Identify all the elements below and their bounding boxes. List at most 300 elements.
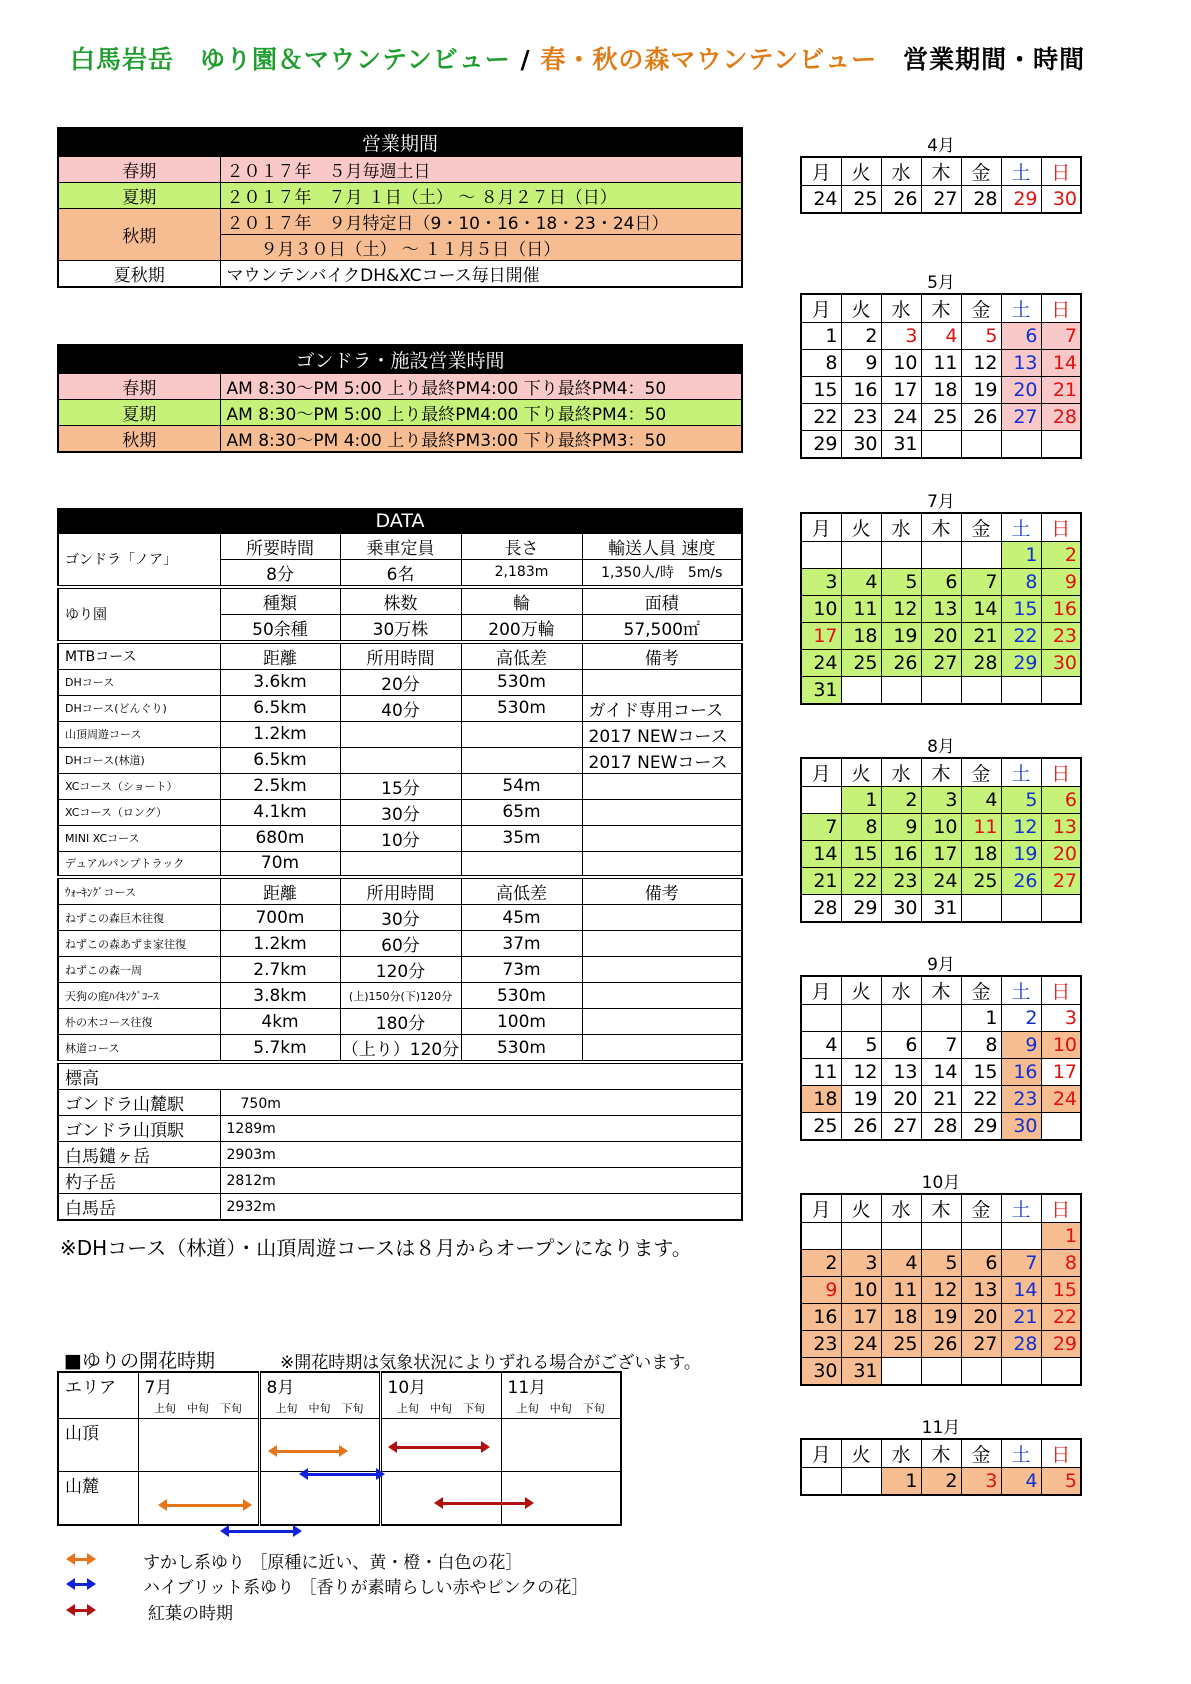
calendar-day: 6 xyxy=(921,569,961,596)
walk-row: 朴の木コース往復 4km 180分 100m xyxy=(58,1009,742,1035)
calendar-day: 3 xyxy=(841,1250,881,1277)
calendar-day xyxy=(921,1223,961,1250)
calendar-day: 7 xyxy=(1001,1250,1041,1277)
legend-blue-icon xyxy=(70,1583,92,1586)
calendar-month xyxy=(800,487,1082,705)
calendar-day: 24 xyxy=(801,650,841,677)
weekday-label: 月 xyxy=(801,513,841,542)
calendar-day: 13 xyxy=(921,596,961,623)
weekday-label: 火 xyxy=(841,758,881,787)
calendar-day: 4 xyxy=(801,1032,841,1059)
weekday-label: 日 xyxy=(1041,1439,1081,1468)
calendar-day: 22 xyxy=(801,404,841,431)
weekday-label: 月 xyxy=(801,1439,841,1468)
calendar-day: 28 xyxy=(1001,1331,1041,1358)
calendar-day: 24 xyxy=(881,404,921,431)
calendar-day xyxy=(961,1223,1001,1250)
arrow-sukashi-summit xyxy=(272,1450,344,1453)
calendar-day: 2 xyxy=(1041,542,1081,569)
mtb-row: DHコース(どんぐり) 6.5km 40分 530m ガイド専用コース xyxy=(58,695,742,721)
hours-table: ゴンドラ・施設営業時間 春期 AM 8:30～PM 5:00 上り最終PM4:00 下り最終PM4：50 夏期 AM 8:30～PM 5:00 上り最終PM4:00 下り最終PM4：50 秋期 AM 8:30～PM 4:00 上り最終PM3:00 下り最終PM3：50 xyxy=(57,344,743,453)
calendar-day: 4 xyxy=(1001,1468,1041,1496)
calendar-day: 18 xyxy=(921,377,961,404)
calendar-day xyxy=(801,787,841,814)
calendar-day: 26 xyxy=(881,650,921,677)
calendar-day xyxy=(1041,431,1081,459)
calendar-day: 28 xyxy=(801,895,841,923)
weekday-label: 木 xyxy=(921,513,961,542)
calendar-day: 30 xyxy=(1001,1113,1041,1141)
period-header: 営業期間 xyxy=(58,128,742,157)
weekday-label: 金 xyxy=(961,1194,1001,1223)
calendar-day: 29 xyxy=(801,431,841,459)
calendar-day: 16 xyxy=(1041,596,1081,623)
calendar-day xyxy=(1041,1113,1081,1141)
walk-row: ねずこの森巨木往復 700m 30分 45m xyxy=(58,905,742,931)
calendar-day: 23 xyxy=(1041,623,1081,650)
walk-row: ねずこの森一周 2.7km 120分 73m xyxy=(58,957,742,983)
calendar-month xyxy=(800,131,1082,214)
calendar-day xyxy=(921,1005,961,1032)
weekday-label: 木 xyxy=(921,1194,961,1223)
calendar-day: 25 xyxy=(921,404,961,431)
calendar-day: 1 xyxy=(1041,1223,1081,1250)
calendar-day: 13 xyxy=(1001,350,1041,377)
weekday-label: 月 xyxy=(801,976,841,1005)
calendar-day: 12 xyxy=(921,1277,961,1304)
calendar-day: 23 xyxy=(841,404,881,431)
calendar-day: 12 xyxy=(961,350,1001,377)
weekday-label: 水 xyxy=(881,758,921,787)
weekday-label: 月 xyxy=(801,157,841,186)
calendar-day xyxy=(961,1358,1001,1386)
calendar-day xyxy=(1041,1358,1081,1386)
weekday-label: 土 xyxy=(1001,976,1041,1005)
walk-row: 天狗の庭ﾊｲｷﾝｸﾞｺｰｽ 3.8km (上)150分(下)120分 530m xyxy=(58,983,742,1009)
bloom-table: エリア 7月 8月 10月 11月 上旬 中旬 下旬 上旬 中旬 下旬 上旬 中旬 下旬 上旬 中旬 下旬 山頂 山麓 xyxy=(57,1371,622,1526)
calendar-day: 26 xyxy=(881,186,921,214)
calendar-day: 15 xyxy=(841,841,881,868)
weekday-label: 水 xyxy=(881,1194,921,1223)
calendar-day: 30 xyxy=(1041,186,1081,214)
calendar-month-title: 11月 xyxy=(921,1418,961,1438)
calendar-day: 26 xyxy=(961,404,1001,431)
calendar-day: 23 xyxy=(881,868,921,895)
calendar-day: 25 xyxy=(961,868,1001,895)
calendar-month-title: 7月 xyxy=(927,492,955,512)
calendar-day: 13 xyxy=(1041,814,1081,841)
weekday-label: 火 xyxy=(841,294,881,323)
calendar-day: 29 xyxy=(1041,1331,1081,1358)
weekday-label: 土 xyxy=(1001,157,1041,186)
walk-row: 林道コース 5.7km （上り）120分 530m xyxy=(58,1035,742,1063)
walk-row: ねずこの森あずま家往復 1.2km 60分 37m xyxy=(58,931,742,957)
weekday-label: 水 xyxy=(881,1439,921,1468)
period-table: 営業期間 春期 ２０１７年 ５月毎週土日 夏期 ２０１７年 ７月 １日（土） ～ ８月２７日（日） 秋期 ２０１７年 ９月特定日（9・10・16・18・23・24日） ９月３０日（土） ～ １１月５日（日） 夏秋期 マウンテンバイクDH&XCコース毎日開催 xyxy=(57,127,743,288)
calendar-day: 14 xyxy=(921,1059,961,1086)
walk-rows xyxy=(58,905,742,1063)
calendar-day: 30 xyxy=(881,895,921,923)
weekday-label: 火 xyxy=(841,157,881,186)
calendar-day: 31 xyxy=(921,895,961,923)
weekday-label: 金 xyxy=(961,157,1001,186)
weekday-label: 土 xyxy=(1001,1439,1041,1468)
calendar-day: 18 xyxy=(881,1304,921,1331)
arrow-hybrid-base xyxy=(224,1530,298,1533)
mtb-row: XCコース（ロング） 4.1km 30分 65m xyxy=(58,799,742,825)
elevation-row: 白馬鑓ヶ岳 2903m xyxy=(58,1142,742,1168)
legend-red-icon xyxy=(70,1609,92,1612)
calendar-day: 2 xyxy=(1001,1005,1041,1032)
calendar-day: 9 xyxy=(1041,569,1081,596)
calendar-day xyxy=(961,895,1001,923)
calendar-day: 17 xyxy=(801,623,841,650)
weekday-label: 日 xyxy=(1041,758,1081,787)
calendar-day: 27 xyxy=(921,650,961,677)
calendar-day: 31 xyxy=(801,677,841,705)
calendar-day xyxy=(961,431,1001,459)
calendar-day: 15 xyxy=(801,377,841,404)
elevation-row: ゴンドラ山頂駅 1289m xyxy=(58,1116,742,1142)
weekday-label: 日 xyxy=(1041,513,1081,542)
calendar-day: 7 xyxy=(801,814,841,841)
calendar-day: 5 xyxy=(881,569,921,596)
weekday-label: 日 xyxy=(1041,976,1081,1005)
calendar-day: 28 xyxy=(961,650,1001,677)
calendar-day: 12 xyxy=(881,596,921,623)
calendar-month-title: 5月 xyxy=(927,273,955,293)
calendar-day: 9 xyxy=(1001,1032,1041,1059)
calendar-day: 9 xyxy=(881,814,921,841)
calendar-day: 14 xyxy=(801,841,841,868)
calendar-day xyxy=(1001,677,1041,705)
calendar-day: 28 xyxy=(921,1113,961,1141)
weekday-label: 金 xyxy=(961,294,1001,323)
calendar-month xyxy=(800,268,1082,459)
calendar-day xyxy=(841,677,881,705)
calendar-day: 20 xyxy=(1001,377,1041,404)
calendar-day: 1 xyxy=(801,323,841,350)
calendar-day: 22 xyxy=(961,1086,1001,1113)
weekday-label: 金 xyxy=(961,976,1001,1005)
calendar-month-title: 9月 xyxy=(927,955,955,975)
calendar-day xyxy=(1001,895,1041,923)
calendar-day: 29 xyxy=(1001,650,1041,677)
calendar-day: 16 xyxy=(881,841,921,868)
calendar-day: 9 xyxy=(801,1277,841,1304)
bloom-note: ※開花時期は気象状況によりずれる場合がございます。 xyxy=(280,1353,701,1373)
calendar-day xyxy=(921,677,961,705)
weekday-label: 火 xyxy=(841,976,881,1005)
calendar-day: 8 xyxy=(801,350,841,377)
weekday-label: 水 xyxy=(881,294,921,323)
calendar-day: 27 xyxy=(921,186,961,214)
calendar-day xyxy=(801,1468,841,1496)
calendar-day xyxy=(961,677,1001,705)
calendar-day: 6 xyxy=(961,1250,1001,1277)
calendar-day: 21 xyxy=(921,1086,961,1113)
calendar-day: 11 xyxy=(841,596,881,623)
calendar-day: 18 xyxy=(801,1086,841,1113)
calendar-day: 20 xyxy=(1041,841,1081,868)
calendar-day xyxy=(961,542,1001,569)
calendar-day: 21 xyxy=(961,623,1001,650)
hours-header: ゴンドラ・施設営業時間 xyxy=(58,345,742,374)
calendar-day: 14 xyxy=(1001,1277,1041,1304)
calendar-day: 1 xyxy=(1001,542,1041,569)
calendar-day: 14 xyxy=(961,596,1001,623)
calendar-day: 14 xyxy=(1041,350,1081,377)
calendar-day: 25 xyxy=(881,1331,921,1358)
calendar-day: 30 xyxy=(841,431,881,459)
calendar-day: 3 xyxy=(921,787,961,814)
weekday-label: 土 xyxy=(1001,513,1041,542)
calendar-day: 17 xyxy=(881,377,921,404)
calendar-day: 11 xyxy=(921,350,961,377)
arrow-autumn-summit xyxy=(392,1446,486,1449)
calendar-day: 31 xyxy=(841,1358,881,1386)
calendar-day: 18 xyxy=(961,841,1001,868)
calendar-day: 27 xyxy=(1041,868,1081,895)
calendar-day: 7 xyxy=(1041,323,1081,350)
mtb-row: MINI XCコース 680m 10分 35m xyxy=(58,825,742,851)
weekday-label: 日 xyxy=(1041,294,1081,323)
calendar-day xyxy=(841,542,881,569)
calendar-day: 9 xyxy=(841,350,881,377)
calendar-day: 2 xyxy=(801,1250,841,1277)
data-header: DATA xyxy=(58,509,742,533)
weekday-label: 木 xyxy=(921,1439,961,1468)
calendar-day xyxy=(841,1005,881,1032)
calendar-day: 10 xyxy=(841,1277,881,1304)
calendar-day: 21 xyxy=(801,868,841,895)
calendar-day xyxy=(1001,1223,1041,1250)
calendar-day: 19 xyxy=(921,1304,961,1331)
calendar-day: 27 xyxy=(881,1113,921,1141)
calendar-day: 19 xyxy=(841,1086,881,1113)
elevation-rows xyxy=(58,1090,742,1221)
calendar-day xyxy=(841,1468,881,1496)
legend-orange-icon xyxy=(70,1558,92,1561)
weekday-label: 火 xyxy=(841,513,881,542)
calendar-day: 31 xyxy=(881,431,921,459)
calendar-day: 15 xyxy=(961,1059,1001,1086)
calendar-day xyxy=(801,542,841,569)
calendar-day xyxy=(881,677,921,705)
calendar-day: 17 xyxy=(921,841,961,868)
calendar-day: 29 xyxy=(841,895,881,923)
calendar-day: 8 xyxy=(1041,1250,1081,1277)
calendar-day: 29 xyxy=(1001,186,1041,214)
bloom-title: ■ゆりの開花時期 xyxy=(64,1350,215,1372)
calendar-day: 25 xyxy=(801,1113,841,1141)
calendar-day: 3 xyxy=(881,323,921,350)
calendar-day: 1 xyxy=(961,1005,1001,1032)
calendar-day: 20 xyxy=(881,1086,921,1113)
calendar-day: 1 xyxy=(881,1468,921,1496)
calendar-day: 11 xyxy=(961,814,1001,841)
calendar-day: 21 xyxy=(1001,1304,1041,1331)
calendar-day: 23 xyxy=(801,1331,841,1358)
calendar-month-title: 4月 xyxy=(927,136,955,156)
calendar-day: 5 xyxy=(1041,1468,1081,1496)
calendar-day: 28 xyxy=(961,186,1001,214)
calendar-day: 20 xyxy=(921,623,961,650)
calendar-day: 5 xyxy=(841,1032,881,1059)
calendar-day: 30 xyxy=(801,1358,841,1386)
calendar-day: 4 xyxy=(961,787,1001,814)
calendar-day xyxy=(881,1005,921,1032)
calendar-day: 28 xyxy=(1041,404,1081,431)
calendar-day xyxy=(921,542,961,569)
mtb-rows xyxy=(58,669,742,877)
calendar-month-title: 10月 xyxy=(921,1173,961,1193)
calendar-month-title: 8月 xyxy=(927,737,955,757)
calendar-month xyxy=(800,1413,1082,1496)
calendar-day: 8 xyxy=(961,1032,1001,1059)
weekday-label: 日 xyxy=(1041,157,1081,186)
calendar-day: 10 xyxy=(801,596,841,623)
calendar-day: 17 xyxy=(841,1304,881,1331)
weekday-label: 月 xyxy=(801,758,841,787)
calendar-day: 16 xyxy=(801,1304,841,1331)
calendar-day: 25 xyxy=(841,186,881,214)
calendar-day: 27 xyxy=(1001,404,1041,431)
elevation-row: 杓子岳 2812m xyxy=(58,1168,742,1194)
calendar-month xyxy=(800,732,1082,923)
calendar-day: 25 xyxy=(841,650,881,677)
calendar-day: 2 xyxy=(921,1468,961,1496)
weekday-label: 木 xyxy=(921,294,961,323)
calendar-day: 2 xyxy=(881,787,921,814)
calendar-day: 24 xyxy=(841,1331,881,1358)
calendar-day: 18 xyxy=(841,623,881,650)
weekday-label: 木 xyxy=(921,758,961,787)
calendar-day: 12 xyxy=(1001,814,1041,841)
calendar-month xyxy=(800,1168,1082,1386)
calendar-day xyxy=(1041,677,1081,705)
calendar-day xyxy=(1001,431,1041,459)
calendar-day xyxy=(921,1358,961,1386)
calendar-day: 1 xyxy=(841,787,881,814)
calendar-day: 26 xyxy=(841,1113,881,1141)
elevation-row: 白馬岳 2932m xyxy=(58,1194,742,1221)
weekday-label: 月 xyxy=(801,1194,841,1223)
mtb-row: 山頂周遊コース 1.2km 2017 NEWコース xyxy=(58,721,742,747)
calendar-day: 15 xyxy=(1041,1277,1081,1304)
calendar-day: 3 xyxy=(961,1468,1001,1496)
calendar-day: 11 xyxy=(881,1277,921,1304)
calendar-day: 6 xyxy=(1001,323,1041,350)
calendar-day: 21 xyxy=(1041,377,1081,404)
calendar-day: 8 xyxy=(1001,569,1041,596)
weekday-label: 日 xyxy=(1041,1194,1081,1223)
weekday-label: 月 xyxy=(801,294,841,323)
calendar-day: 22 xyxy=(1041,1304,1081,1331)
calendar-day: 24 xyxy=(1041,1086,1081,1113)
calendar-day: 24 xyxy=(801,186,841,214)
arrow-hybrid-summit xyxy=(303,1473,381,1476)
calendar-day: 2 xyxy=(841,323,881,350)
calendar-day: 29 xyxy=(961,1113,1001,1141)
calendar-day xyxy=(881,1358,921,1386)
calendar-day: 7 xyxy=(961,569,1001,596)
calendar-day: 4 xyxy=(881,1250,921,1277)
arrow-sukashi-base xyxy=(162,1504,248,1507)
weekday-label: 金 xyxy=(961,1439,1001,1468)
calendar-day: 12 xyxy=(841,1059,881,1086)
calendar-day xyxy=(1001,1358,1041,1386)
calendar-day: 11 xyxy=(801,1059,841,1086)
calendar-day: 3 xyxy=(1041,1005,1081,1032)
weekday-label: 土 xyxy=(1001,1194,1041,1223)
calendar-day xyxy=(801,1223,841,1250)
calendar-day: 20 xyxy=(961,1304,1001,1331)
calendar-day: 10 xyxy=(881,350,921,377)
weekday-label: 水 xyxy=(881,157,921,186)
calendar-day: 27 xyxy=(961,1331,1001,1358)
calendar-day: 22 xyxy=(841,868,881,895)
calendar-day xyxy=(841,1223,881,1250)
weekday-label: 土 xyxy=(1001,294,1041,323)
weekday-label: 木 xyxy=(921,157,961,186)
calendar-day: 3 xyxy=(801,569,841,596)
calendar-day xyxy=(881,1223,921,1250)
calendar-day: 24 xyxy=(921,868,961,895)
calendar-day: 22 xyxy=(1001,623,1041,650)
weekday-label: 火 xyxy=(841,1194,881,1223)
calendar-day: 13 xyxy=(881,1059,921,1086)
calendar-day xyxy=(1041,895,1081,923)
mtb-row: デュアルパンプトラック 70m xyxy=(58,851,742,877)
weekday-label: 木 xyxy=(921,976,961,1005)
arrow-autumn-base xyxy=(438,1502,530,1505)
calendar-day: 13 xyxy=(961,1277,1001,1304)
calendar-day: 19 xyxy=(881,623,921,650)
calendar-day: 26 xyxy=(921,1331,961,1358)
calendar-day: 30 xyxy=(1041,650,1081,677)
calendar-day: 10 xyxy=(1041,1032,1081,1059)
calendar-day: 19 xyxy=(1001,841,1041,868)
calendar-day: 10 xyxy=(921,814,961,841)
calendar-day: 7 xyxy=(921,1032,961,1059)
calendar-day: 5 xyxy=(961,323,1001,350)
calendar-month xyxy=(800,950,1082,1141)
weekday-label: 土 xyxy=(1001,758,1041,787)
mtb-row: XCコース（ショート） 2.5km 15分 54m xyxy=(58,773,742,799)
weekday-label: 金 xyxy=(961,758,1001,787)
calendar-day: 5 xyxy=(921,1250,961,1277)
calendar-day: 17 xyxy=(1041,1059,1081,1086)
calendar-day: 6 xyxy=(881,1032,921,1059)
weekday-label: 金 xyxy=(961,513,1001,542)
calendar-day xyxy=(801,1005,841,1032)
weekday-label: 火 xyxy=(841,1439,881,1468)
dh-course-note: ※DHコース（林道）・山頂周遊コースは８月からオープンになります。 xyxy=(60,1236,692,1260)
data-table: DATA ゴンドラ「ノア」 所要時間 乗車定員 長さ 輸送人員 速度 8分 6名 2,183m 1,350人/時 5m/s ゆり園 種類 株数 輪 面積 50余種 30万株 200万輪 57,500㎡ MTBコース 距離 所用時間 高低差 備考 DHコース 3.6km 20分 530m DHコース(どんぐり) 6.5km 40分 530m ガイド専用コース 山頂周遊コース 1.2km 2017 NEWコース DHコース(林道) 6.5km 2017 NEWコース XCコース（ショート） 2.5km 15分 54m XCコース（ロング） 4.1km 30分 65m MINI XCコース 680m 10分 35m デュアルパンプトラック 70m ｳｫｰｷﾝｸﾞコース 距離 所用時間 高低差 備考 ねずこの森巨木往復 700m 30分 45m ねずこの森あずま家往復 1.2km 60分 37m ねずこの森一周 2.7km 120分 73m 天狗の庭ﾊｲｷﾝｸﾞｺｰｽ 3.8km (上)150分(下)120分 530m 朴の木コース往復 4km 180分 100m 林道コース 5.7km （上り）120分 530m 標高 ゴンドラ山麓駅 750m ゴンドラ山頂駅 1289m 白馬鑓ヶ岳 2903m 杓子岳 2812m 白馬岳 2932m xyxy=(57,508,743,1221)
page-title: 白馬岩岳 ゆり園＆マウンテンビュー / 春・秋の森マウンテンビュー 営業期間・時間 xyxy=(70,45,1086,74)
calendar-day: 19 xyxy=(961,377,1001,404)
calendar-day: 23 xyxy=(1001,1086,1041,1113)
calendar-day: 6 xyxy=(1041,787,1081,814)
calendar-day: 8 xyxy=(841,814,881,841)
calendar-day: 4 xyxy=(921,323,961,350)
weekday-label: 水 xyxy=(881,976,921,1005)
calendar-day xyxy=(881,542,921,569)
calendar-day: 15 xyxy=(1001,596,1041,623)
elevation-row: ゴンドラ山麓駅 750m xyxy=(58,1090,742,1116)
calendar-day: 26 xyxy=(1001,868,1041,895)
